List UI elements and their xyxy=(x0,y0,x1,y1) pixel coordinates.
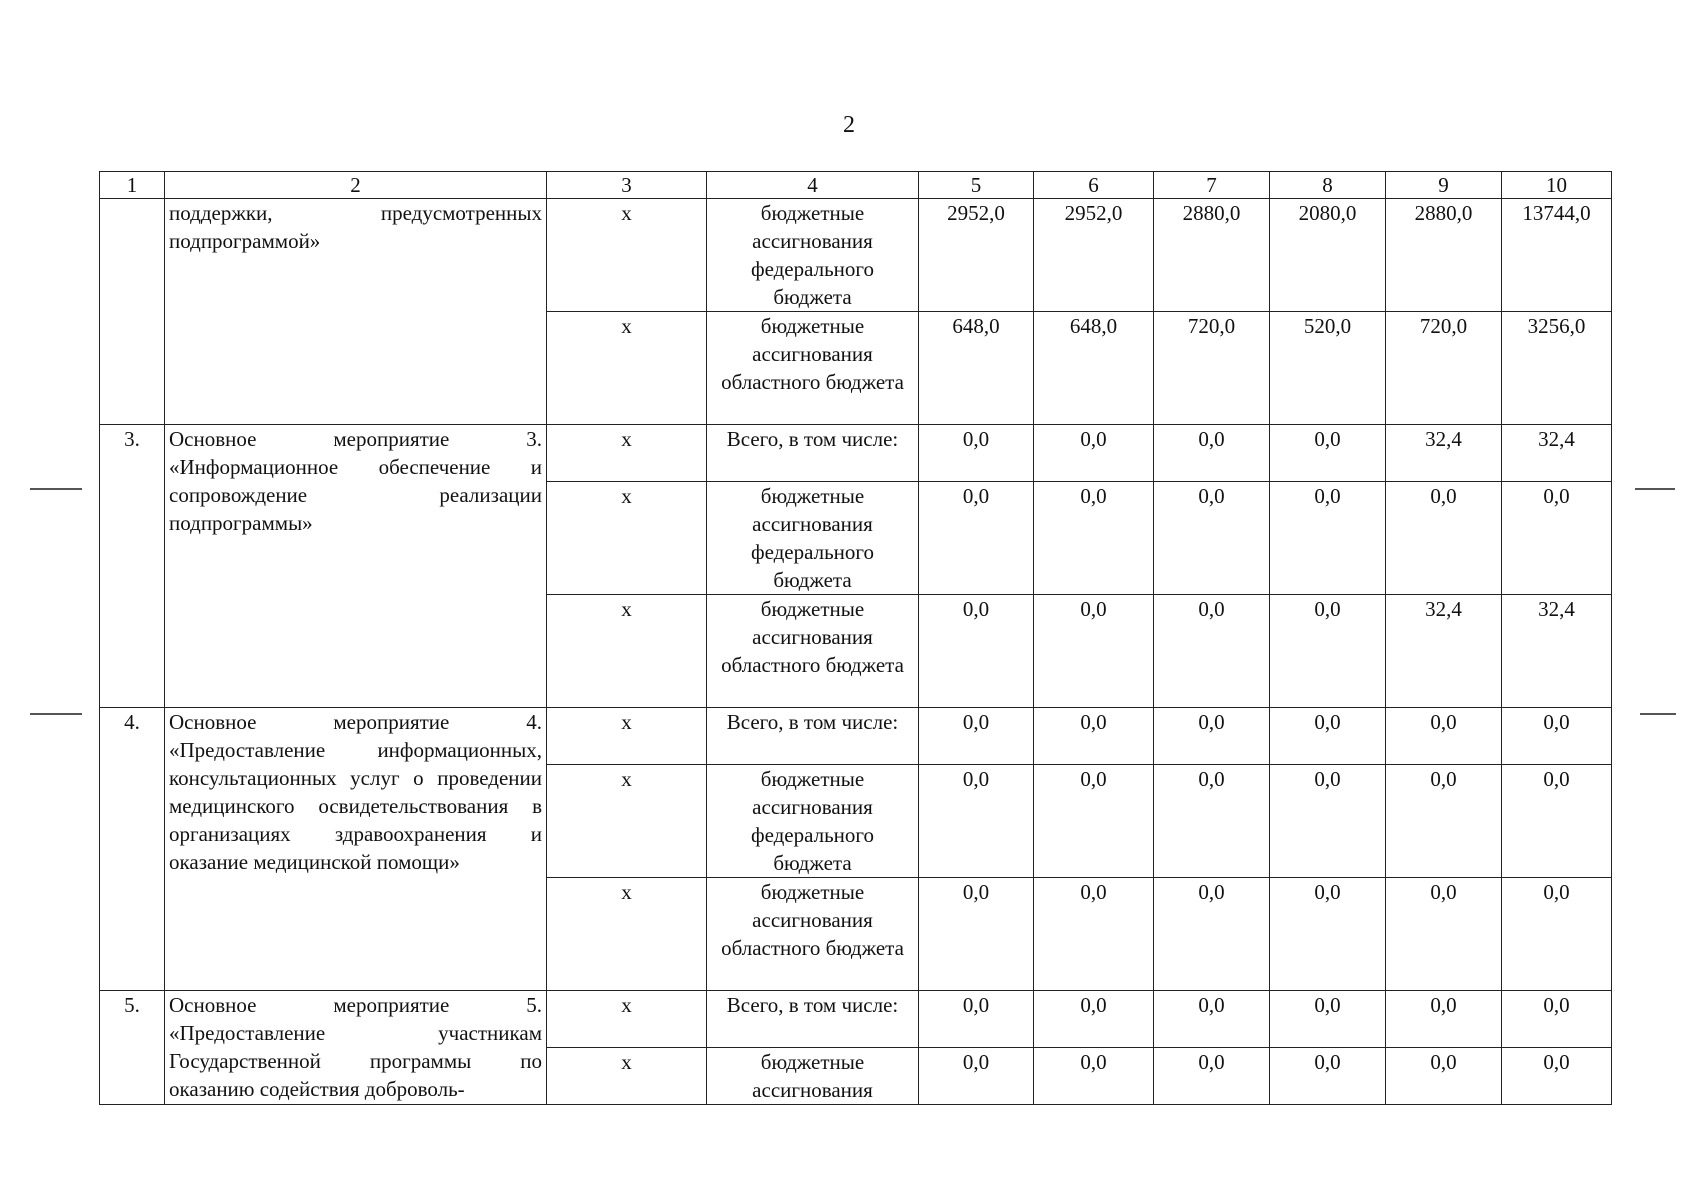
value-cell: 0,0 xyxy=(1386,708,1502,765)
total-value-cell: 32,4 xyxy=(1502,595,1612,708)
budget-table xyxy=(99,171,1612,1105)
funding-source-cell: бюджетные ассигнования xyxy=(707,1048,919,1105)
scan-mark xyxy=(30,713,82,715)
header-cell: 5 xyxy=(919,172,1034,199)
value-cell: 0,0 xyxy=(1270,991,1386,1048)
value-cell: 0,0 xyxy=(1154,708,1270,765)
value-cell: 32,4 xyxy=(1386,425,1502,482)
funding-source-cell: Всего, в том числе: xyxy=(707,991,919,1048)
row-number-cell xyxy=(100,199,165,425)
value-cell: 0,0 xyxy=(1270,425,1386,482)
col3-cell: х xyxy=(547,482,707,595)
row-number-cell: 4. xyxy=(100,708,165,991)
activity-name-cell: Основное мероприятие 4. «Предоставление информационных, консультационных услуг о проведении медицинского освидетельствования в организациях здравоохранения и оказание медицинской помощи» xyxy=(165,708,547,991)
header-cell: 10 xyxy=(1502,172,1612,199)
funding-source-cell: Всего, в том числе: xyxy=(707,425,919,482)
col3-cell: х xyxy=(547,708,707,765)
value-cell: 648,0 xyxy=(1034,312,1154,425)
value-cell: 2880,0 xyxy=(1386,199,1502,312)
value-cell: 0,0 xyxy=(919,765,1034,878)
value-cell: 0,0 xyxy=(1386,1048,1502,1105)
value-cell: 0,0 xyxy=(1034,595,1154,708)
value-cell: 0,0 xyxy=(1154,1048,1270,1105)
col3-cell: х xyxy=(547,312,707,425)
table-header-row xyxy=(100,172,1612,199)
table-row xyxy=(100,991,1612,1048)
activity-name-cell: поддержки, предусмотренных подпрограммой» xyxy=(165,199,547,425)
col3-cell: х xyxy=(547,595,707,708)
value-cell: 0,0 xyxy=(1034,765,1154,878)
scan-mark xyxy=(30,488,82,490)
value-cell: 0,0 xyxy=(919,482,1034,595)
value-cell: 0,0 xyxy=(919,708,1034,765)
value-cell: 2080,0 xyxy=(1270,199,1386,312)
row-number-cell: 3. xyxy=(100,425,165,708)
value-cell: 0,0 xyxy=(1154,991,1270,1048)
total-value-cell: 0,0 xyxy=(1502,765,1612,878)
col3-cell: х xyxy=(547,425,707,482)
scan-mark xyxy=(1640,713,1676,715)
value-cell: 2952,0 xyxy=(919,199,1034,312)
value-cell: 0,0 xyxy=(1386,482,1502,595)
value-cell: 0,0 xyxy=(1386,991,1502,1048)
col3-cell: х xyxy=(547,765,707,878)
value-cell: 0,0 xyxy=(1034,708,1154,765)
header-cell: 1 xyxy=(100,172,165,199)
funding-source-cell: бюджетные ассигнования федерального бюджета xyxy=(707,482,919,595)
value-cell: 0,0 xyxy=(1270,595,1386,708)
value-cell: 0,0 xyxy=(1270,765,1386,878)
value-cell: 0,0 xyxy=(919,1048,1034,1105)
total-value-cell: 13744,0 xyxy=(1502,199,1612,312)
value-cell: 0,0 xyxy=(1386,878,1502,991)
col3-cell: х xyxy=(547,878,707,991)
scan-mark xyxy=(1635,488,1675,490)
total-value-cell: 0,0 xyxy=(1502,482,1612,595)
table-row xyxy=(100,199,1612,312)
table-row xyxy=(100,425,1612,482)
header-cell: 7 xyxy=(1154,172,1270,199)
col3-cell: х xyxy=(547,199,707,312)
col3-cell: х xyxy=(547,991,707,1048)
value-cell: 0,0 xyxy=(919,878,1034,991)
funding-source-cell: бюджетные ассигнования областного бюджета xyxy=(707,878,919,991)
value-cell: 0,0 xyxy=(919,991,1034,1048)
value-cell: 0,0 xyxy=(1270,482,1386,595)
funding-source-cell: бюджетные ассигнования областного бюджета xyxy=(707,312,919,425)
value-cell: 0,0 xyxy=(1270,708,1386,765)
total-value-cell: 32,4 xyxy=(1502,425,1612,482)
value-cell: 520,0 xyxy=(1270,312,1386,425)
value-cell: 0,0 xyxy=(919,595,1034,708)
value-cell: 0,0 xyxy=(1154,878,1270,991)
value-cell: 0,0 xyxy=(1154,765,1270,878)
funding-source-cell: бюджетные ассигнования федерального бюджета xyxy=(707,765,919,878)
value-cell: 32,4 xyxy=(1386,595,1502,708)
funding-source-cell: бюджетные ассигнования федерального бюджета xyxy=(707,199,919,312)
header-cell: 9 xyxy=(1386,172,1502,199)
total-value-cell: 0,0 xyxy=(1502,991,1612,1048)
value-cell: 0,0 xyxy=(1154,595,1270,708)
value-cell: 720,0 xyxy=(1154,312,1270,425)
total-value-cell: 0,0 xyxy=(1502,1048,1612,1105)
activity-name-cell: Основное мероприятие 3. «Информационное обеспечение и сопровождение реализации подпрограммы» xyxy=(165,425,547,708)
value-cell: 0,0 xyxy=(1034,991,1154,1048)
value-cell: 0,0 xyxy=(1154,482,1270,595)
value-cell: 0,0 xyxy=(1270,1048,1386,1105)
value-cell: 2880,0 xyxy=(1154,199,1270,312)
header-cell: 6 xyxy=(1034,172,1154,199)
header-cell: 8 xyxy=(1270,172,1386,199)
value-cell: 0,0 xyxy=(1154,425,1270,482)
page-number: 2 xyxy=(843,112,855,138)
row-number-cell: 5. xyxy=(100,991,165,1105)
total-value-cell: 0,0 xyxy=(1502,878,1612,991)
value-cell: 0,0 xyxy=(1270,878,1386,991)
value-cell: 0,0 xyxy=(1034,425,1154,482)
total-value-cell: 3256,0 xyxy=(1502,312,1612,425)
header-cell: 3 xyxy=(547,172,707,199)
value-cell: 0,0 xyxy=(1034,878,1154,991)
value-cell: 648,0 xyxy=(919,312,1034,425)
col3-cell: х xyxy=(547,1048,707,1105)
activity-name-cell: Основное мероприятие 5. «Предоставление участникам Государственной программы по оказанию содействия доброволь- xyxy=(165,991,547,1105)
table-row xyxy=(100,708,1612,765)
funding-source-cell: Всего, в том числе: xyxy=(707,708,919,765)
funding-source-cell: бюджетные ассигнования областного бюджета xyxy=(707,595,919,708)
value-cell: 0,0 xyxy=(1034,1048,1154,1105)
value-cell: 0,0 xyxy=(1386,765,1502,878)
header-cell: 4 xyxy=(707,172,919,199)
value-cell: 0,0 xyxy=(1034,482,1154,595)
value-cell: 720,0 xyxy=(1386,312,1502,425)
header-cell: 2 xyxy=(165,172,547,199)
value-cell: 2952,0 xyxy=(1034,199,1154,312)
total-value-cell: 0,0 xyxy=(1502,708,1612,765)
value-cell: 0,0 xyxy=(919,425,1034,482)
